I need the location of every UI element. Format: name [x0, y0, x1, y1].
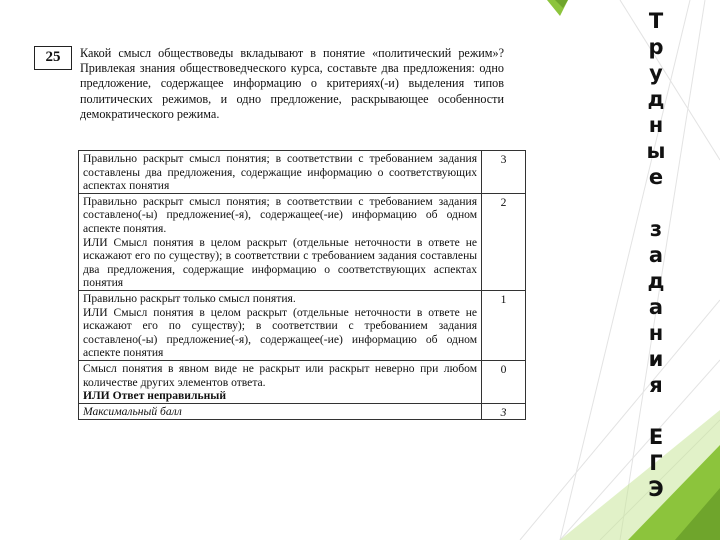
side-title-letter: а — [648, 295, 664, 319]
criteria-points: 1 — [482, 290, 526, 360]
side-title-letter: н — [648, 113, 664, 137]
side-title-letter: Т — [648, 9, 664, 33]
criteria-description — [79, 193, 482, 290]
criteria-row — [79, 151, 526, 194]
side-title-letter — [636, 398, 676, 424]
criteria-text: Правильно раскрыт только смысл понятия. — [83, 291, 296, 305]
criteria-description — [79, 151, 482, 194]
criteria-row — [79, 290, 526, 360]
max-score-row — [79, 403, 526, 420]
side-title-letter: Э — [648, 477, 664, 501]
criteria-text: Правильно раскрыт смысл понятия; в соответствии с требованием задания составлено(-ы) предложение(-я), содержащее(-ие) информацию об одном аспекте понятия. — [83, 194, 478, 235]
criteria-text: Правильно раскрыт смысл понятия; в соответствии с требованием задания составлены два предложения, содержащие информацию о соответствующих аспектах понятия — [83, 152, 478, 193]
side-title-letter: н — [648, 321, 664, 345]
side-title-letter: я — [649, 373, 663, 397]
criteria-row — [79, 360, 526, 403]
criteria-points: 3 — [482, 151, 526, 194]
side-title-letter: у — [649, 61, 663, 85]
side-title-letter: ы — [646, 139, 666, 163]
side-title-letter: д — [647, 87, 665, 111]
criteria-description — [79, 360, 482, 403]
side-title-letter: з — [649, 217, 663, 241]
criteria-text: ИЛИ Ответ неправильный — [83, 389, 227, 403]
task-question: Какой смысл обществоведы вкладывают в понятие «политический режим»? Привлекая знания обществоведческого курса, составьте два предложения: одно предложение, содержащее информацию о критериях(-и) выделения типов политических режимов, и одно предложение, раскрывающее особенности демократического режима. — [80, 46, 504, 121]
side-title — [636, 8, 676, 502]
criteria-text: Смысл понятия в явном виде не раскрыт или раскрыт неверно при любом количестве других элементов ответа. — [83, 361, 478, 389]
criteria-table — [78, 150, 526, 420]
side-title-letter: а — [648, 243, 664, 267]
side-title-letter — [636, 190, 676, 216]
criteria-row — [79, 193, 526, 290]
criteria-description — [79, 290, 482, 360]
max-score-value: 3 — [482, 403, 526, 420]
side-title-letter: р — [648, 35, 664, 59]
side-title-letter: д — [647, 269, 665, 293]
criteria-points: 0 — [482, 360, 526, 403]
criteria-text: ИЛИ Смысл понятия в целом раскрыт (отдельные неточности в ответе не искажают его по существу); в соответствии с требованием задания составлено(-ы) предложение(-я), содержащее(-ие) информацию об одном аспекте понятия — [83, 305, 478, 360]
side-title-letter: Г — [649, 451, 663, 475]
criteria-points: 2 — [482, 193, 526, 290]
criteria-text: ИЛИ Смысл понятия в целом раскрыт (отдельные неточности в ответе не искажают его по существу); в соответствии с требованием задания составлены два предложения, содержащие информацию о соответствующих аспектах понятия — [83, 235, 478, 290]
side-title-letter: е — [648, 165, 664, 189]
side-title-letter: Е — [648, 425, 664, 449]
side-title-letter: и — [648, 347, 664, 371]
task-number: 25 — [34, 46, 72, 70]
max-score-label: Максимальный балл — [79, 403, 482, 420]
